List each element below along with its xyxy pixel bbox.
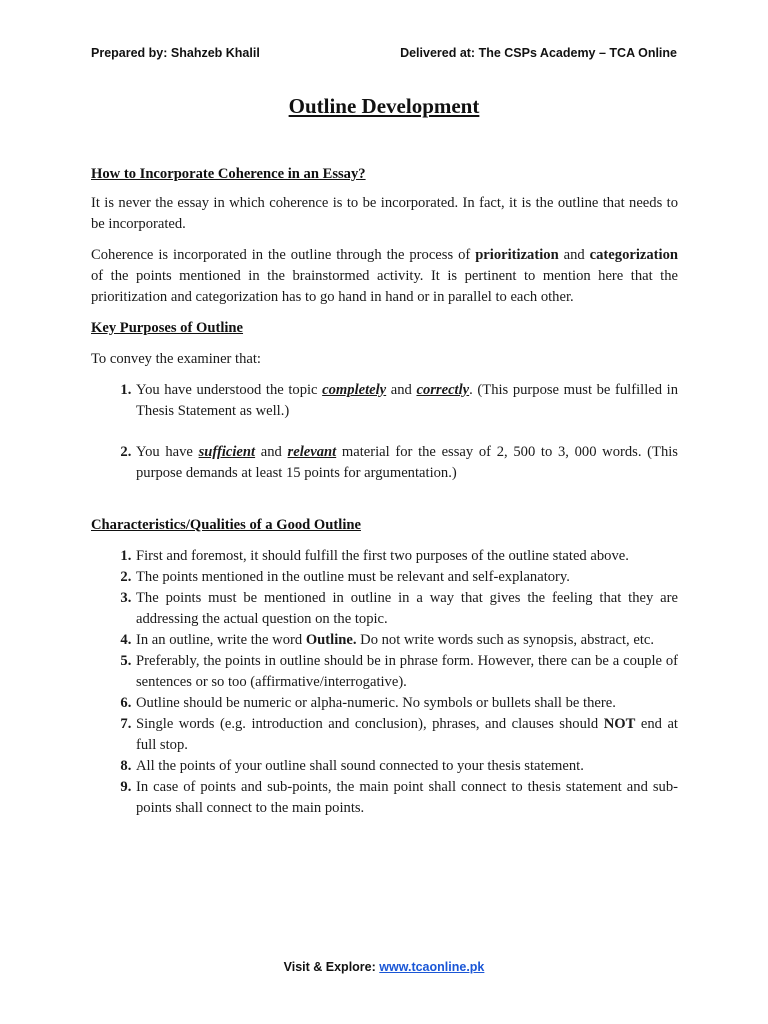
paragraph: Coherence is incorporated in the outline through the process of prioritization and categorization of the points mentioned in the brainstormed activity. It is pertinent to mention here that the prioritization and categorization has to go hand in hand or in parallel to each other.: [91, 247, 678, 305]
page-title: Outline Development: [288, 94, 480, 118]
paragraph: It is never the essay in which coherence is to be incorporated. In fact, it is the outline that needs to be incorporated.: [91, 195, 678, 232]
list-item: 6. Outline should be numeric or alpha-numeric. No symbols or bullets shall be there.: [135, 693, 678, 714]
list-item: 2. You have sufficient and relevant material for the essay of 2, 500 to 3, 000 words. (This purpose demands at least 15 points for argumentation.): [135, 442, 678, 484]
section-heading-coherence: How to Incorporate Coherence in an Essay?: [91, 166, 366, 182]
list-item: 4. In an outline, write the word Outline. Do not write words such as synopsis, abstract, etc.: [135, 630, 678, 651]
list-item: 1. You have understood the topic completely and correctly. (This purpose must be fulfilled in Thesis Statement as well.): [135, 380, 678, 422]
section-heading-characteristics: Characteristics/Qualities of a Good Outline: [91, 517, 361, 533]
list-item: 8. All the points of your outline shall sound connected to your thesis statement.: [135, 756, 678, 777]
purposes-list: [91, 380, 678, 484]
list-item: 5. Preferably, the points in outline should be in phrase form. However, there can be a couple of sentences or so too (affirmative/interrogative).: [135, 651, 678, 693]
website-link[interactable]: www.tcaonline.pk: [379, 960, 485, 974]
document-body: [91, 164, 678, 819]
section-heading-purposes: Key Purposes of Outline: [91, 320, 244, 336]
list-item: 1. First and foremost, it should fulfill the first two purposes of the outline stated above.: [135, 546, 678, 567]
prepared-by: Prepared by: Shahzeb Khalil: [91, 46, 260, 60]
list-item: 3. The points must be mentioned in outline in a way that gives the feeling that they are addressing the actual question on the topic.: [135, 588, 678, 630]
page-header: [91, 46, 677, 60]
list-item: 7. Single words (e.g. introduction and conclusion), phrases, and clauses should NOT end at full stop.: [135, 714, 678, 756]
bold-term: prioritization: [475, 247, 559, 263]
list-item: 9. In case of points and sub-points, the main point shall connect to thesis statement and sub-points shall connect to the main points.: [135, 777, 678, 819]
bold-term: categorization: [589, 247, 678, 263]
characteristics-list: [91, 546, 678, 819]
page-footer: [0, 960, 768, 974]
list-item: 2. The points mentioned in the outline must be relevant and self-explanatory.: [135, 567, 678, 588]
paragraph: To convey the examiner that:: [91, 351, 261, 367]
footer-label: Visit & Explore:: [283, 960, 380, 974]
delivered-at: Delivered at: The CSPs Academy – TCA Online: [400, 46, 677, 60]
